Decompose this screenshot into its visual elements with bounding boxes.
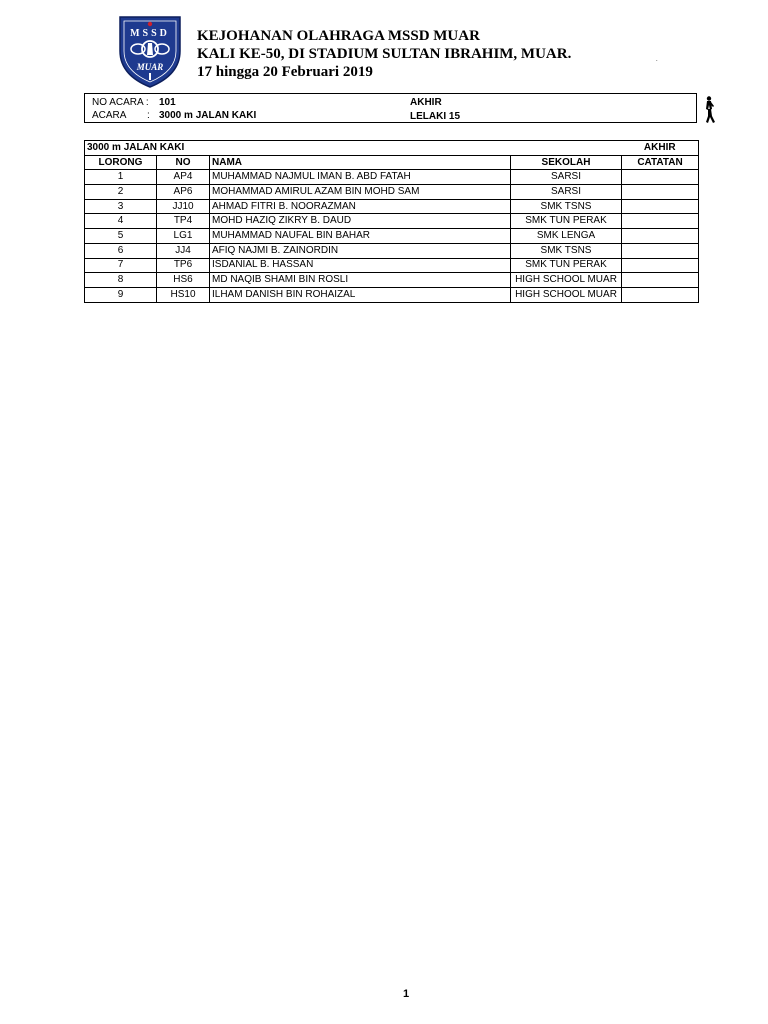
lorong-cell: 5 bbox=[85, 229, 157, 244]
competition-venue: KALI KE-50, DI STADIUM SULTAN IBRAHIM, MUAR. bbox=[197, 46, 572, 62]
competition-dates: 17 hingga 20 Februari 2019 bbox=[197, 64, 373, 80]
table-row bbox=[85, 258, 699, 273]
lorong-cell: 3 bbox=[85, 199, 157, 214]
catatan-cell bbox=[622, 229, 699, 244]
no-cell: LG1 bbox=[157, 229, 210, 244]
acara-label: ACARA bbox=[92, 110, 127, 121]
table-row bbox=[85, 199, 699, 214]
table-row bbox=[85, 229, 699, 244]
stray-dot: . bbox=[656, 57, 658, 63]
lorong-cell: 1 bbox=[85, 170, 157, 185]
round-label: AKHIR bbox=[410, 97, 442, 108]
table-row bbox=[85, 273, 699, 288]
sekolah-cell: SMK LENGA bbox=[511, 229, 622, 244]
sekolah-cell: HIGH SCHOOL MUAR bbox=[511, 287, 622, 302]
no-cell: HS6 bbox=[157, 273, 210, 288]
category-label: LELAKI 15 bbox=[410, 111, 461, 122]
table-event-title: 3000 m JALAN KAKI bbox=[85, 141, 511, 156]
sekolah-cell: SMK TSNS bbox=[511, 199, 622, 214]
table-row bbox=[85, 287, 699, 302]
lorong-cell: 6 bbox=[85, 243, 157, 258]
no-cell: JJ4 bbox=[157, 243, 210, 258]
catatan-cell bbox=[622, 170, 699, 185]
col-header-catatan: CATATAN bbox=[622, 155, 699, 170]
nama-cell: MOHAMMAD AMIRUL AZAM BIN MOHD SAM bbox=[210, 185, 511, 200]
table-row bbox=[85, 170, 699, 185]
col-header-sekolah: SEKOLAH bbox=[511, 155, 622, 170]
no-acara-label: NO ACARA : bbox=[92, 97, 149, 108]
col-header-no: NO bbox=[157, 155, 210, 170]
lorong-cell: 4 bbox=[85, 214, 157, 229]
nama-cell: MUHAMMAD NAJMUL IMAN B. ABD FATAH bbox=[210, 170, 511, 185]
sekolah-cell: SMK TUN PERAK bbox=[511, 258, 622, 273]
table-row bbox=[85, 214, 699, 229]
sekolah-cell: SMK TSNS bbox=[511, 243, 622, 258]
catatan-cell bbox=[622, 273, 699, 288]
table-round: AKHIR bbox=[622, 141, 699, 156]
lorong-cell: 2 bbox=[85, 185, 157, 200]
table-row bbox=[85, 243, 699, 258]
start-list-table bbox=[84, 140, 699, 303]
col-header-lorong: LORONG bbox=[85, 155, 157, 170]
no-cell: TP6 bbox=[157, 258, 210, 273]
no-cell: AP6 bbox=[157, 185, 210, 200]
table-header-row bbox=[85, 155, 699, 170]
no-cell: HS10 bbox=[157, 287, 210, 302]
mssd-muar-logo bbox=[118, 15, 182, 89]
nama-cell: ILHAM DANISH BIN ROHAIZAL bbox=[210, 287, 511, 302]
svg-text:MSSD: MSSD bbox=[130, 28, 170, 39]
table-title-row bbox=[85, 141, 699, 156]
acara-value: 3000 m JALAN KAKI bbox=[159, 110, 257, 121]
svg-text:MUAR: MUAR bbox=[136, 62, 164, 72]
nama-cell: MUHAMMAD NAUFAL BIN BAHAR bbox=[210, 229, 511, 244]
sekolah-cell: SARSI bbox=[511, 170, 622, 185]
race-walker-icon bbox=[702, 96, 718, 124]
nama-cell: MOHD HAZIQ ZIKRY B. DAUD bbox=[210, 214, 511, 229]
sekolah-cell: HIGH SCHOOL MUAR bbox=[511, 273, 622, 288]
table-row bbox=[85, 185, 699, 200]
nama-cell: ISDANIAL B. HASSAN bbox=[210, 258, 511, 273]
catatan-cell bbox=[622, 214, 699, 229]
lorong-cell: 9 bbox=[85, 287, 157, 302]
nama-cell: MD NAQIB SHAMI BIN ROSLI bbox=[210, 273, 511, 288]
catatan-cell bbox=[622, 258, 699, 273]
no-cell: AP4 bbox=[157, 170, 210, 185]
no-cell: TP4 bbox=[157, 214, 210, 229]
competition-title: KEJOHANAN OLAHRAGA MSSD MUAR bbox=[197, 28, 480, 44]
col-header-nama: NAMA bbox=[210, 155, 511, 170]
sekolah-cell: SMK TUN PERAK bbox=[511, 214, 622, 229]
no-acara-value: 101 bbox=[159, 97, 176, 108]
page-number: 1 bbox=[402, 988, 410, 1000]
no-cell: JJ10 bbox=[157, 199, 210, 214]
lorong-cell: 8 bbox=[85, 273, 157, 288]
acara-colon: : bbox=[147, 110, 150, 121]
nama-cell: AFIQ NAJMI B. ZAINORDIN bbox=[210, 243, 511, 258]
event-info-box bbox=[84, 93, 697, 123]
catatan-cell bbox=[622, 199, 699, 214]
sekolah-cell: SARSI bbox=[511, 185, 622, 200]
catatan-cell bbox=[622, 243, 699, 258]
nama-cell: AHMAD FITRI B. NOORAZMAN bbox=[210, 199, 511, 214]
catatan-cell bbox=[622, 287, 699, 302]
lorong-cell: 7 bbox=[85, 258, 157, 273]
catatan-cell bbox=[622, 185, 699, 200]
